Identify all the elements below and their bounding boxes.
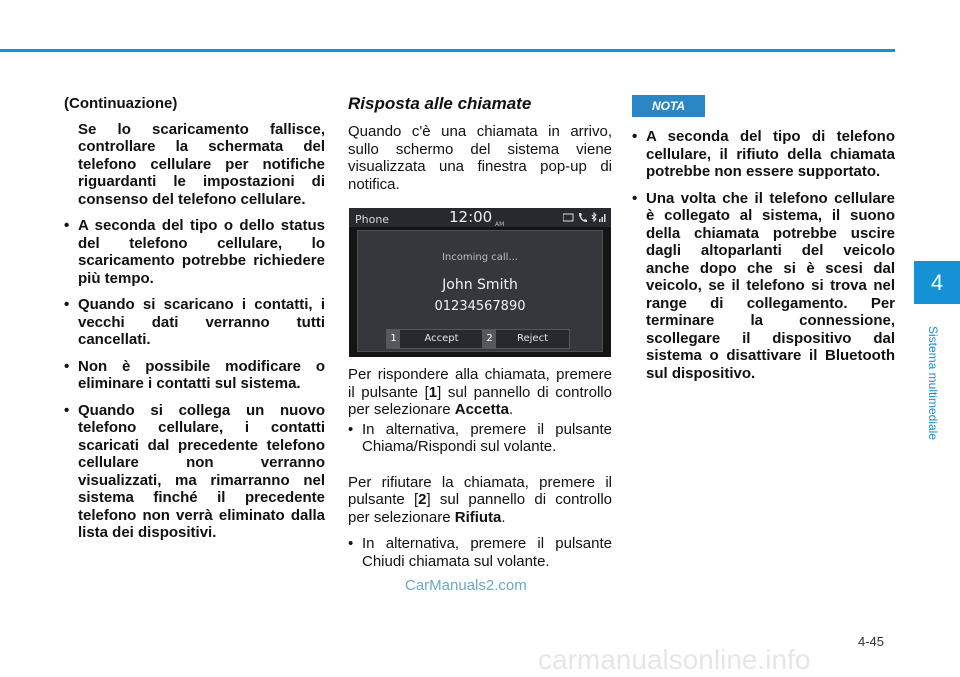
left-bullet: • A seconda del tipo o dello status del telefono cellulare, lo scaricamento potrebbe richiedere più tempo.	[64, 217, 325, 287]
watermark: CarManuals2.com	[405, 577, 527, 594]
reject-button[interactable]	[482, 329, 570, 349]
section-title: Risposta alle chiamate	[348, 94, 532, 113]
status-icons	[563, 212, 607, 223]
page-number: 4-45	[858, 634, 885, 649]
footer-watermark: carmanualsonline.info	[538, 644, 811, 675]
reject-button-label: Reject	[516, 333, 548, 344]
reject-button-number: 2	[483, 330, 496, 348]
bluetooth-icon	[592, 213, 596, 221]
phone-icon	[579, 213, 587, 222]
accept-button-number: 1	[387, 330, 400, 348]
header-rule	[0, 49, 895, 52]
reject-instruction: Per rifiutare la chiamata, premere il pulsante [2] sul pannello di controllo per selezionare Rifiuta.	[348, 473, 613, 526]
screen-clock: 12:00	[449, 208, 493, 226]
reject-bullet: • In alternativa, premere il pulsante Chiudi chiamata sul volante.	[348, 535, 612, 570]
middle-column	[348, 95, 612, 570]
signal-icon	[599, 219, 601, 222]
screen-ampm: AM	[495, 221, 505, 228]
nota-badge: NOTA	[632, 95, 705, 117]
screen-app-title: Phone	[355, 213, 390, 226]
incoming-call-status: Incoming call...	[441, 252, 518, 263]
middle-intro: Quando c'è una chiamata in arrivo, sullo schermo del sistema viene visualizzata una finestra pop-up di notifica.	[348, 123, 612, 193]
answer-bullet: • In alternativa, premere il pulsante Chiama/Rispondi sul volante.	[348, 421, 612, 456]
caller-name: John Smith	[442, 277, 518, 293]
chapter-tab: 4	[914, 261, 960, 304]
chapter-side-label: Sistema multimediale	[926, 325, 940, 441]
message-icon	[563, 214, 573, 221]
left-intro: Se lo scaricamento fallisce, controllare la schermata del telefono cellulare per notifiche riguardanti le impostazioni di consenso del telefono cellulare.	[78, 120, 325, 208]
accept-button-label: Accept	[424, 333, 459, 344]
answer-instruction: Per rispondere alla chiamata, premere il pulsante [1] sul pannello di controllo per selezionare Accetta.	[348, 366, 612, 418]
continuation-label: (Continuazione)	[64, 95, 178, 112]
right-column	[632, 95, 895, 382]
left-bullet: • Quando si scaricano i contatti, i vecchi dati verranno tutti cancellati.	[64, 296, 325, 349]
note-bullet: • A seconda del tipo di telefono cellulare, il rifiuto della chiamata potrebbe non essere supportato.	[632, 128, 895, 181]
note-bullet: • Una volta che il telefono cellulare è collegato al sistema, il suono della chiamata potrebbe uscire dagli altoparlanti del veicolo anche dopo che si è scesi dal veicolo, se il telefono si trova nel range di collegamento. Per terminare la connessione, scollegare il dispositivo dal sistema o disattivare il Bluetooth sul dispositivo.	[632, 190, 895, 383]
screen-status-bar	[349, 208, 611, 227]
caller-number: 01234567890	[434, 299, 526, 314]
left-column	[64, 95, 325, 542]
left-bullet: • Non è possibile modificare o eliminare i contatti sul sistema.	[64, 358, 325, 393]
phone-screen-illustration	[349, 208, 611, 357]
incoming-call-popup	[357, 230, 603, 352]
accept-button[interactable]	[386, 329, 484, 349]
left-bullet: • Quando si collega un nuovo telefono cellulare, i contatti scaricati dal precedente telefono cellulare non verranno visualizzati, ma rimarranno nel sistema finché il precedente telefono non verrà eliminato dalla lista dei dispositivi.	[64, 402, 325, 542]
